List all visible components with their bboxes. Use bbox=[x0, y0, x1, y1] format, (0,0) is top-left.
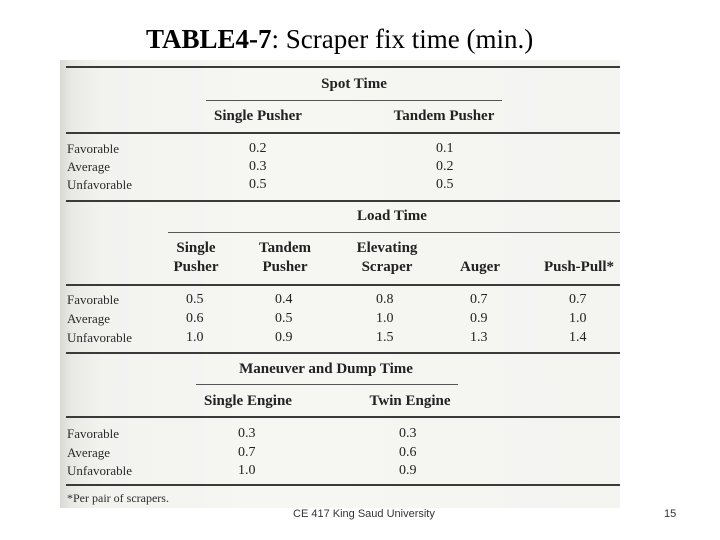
maneuver-row-label: Favorable bbox=[67, 426, 119, 441]
load-cell: 1.0 bbox=[569, 311, 587, 326]
load-col-line2: Pusher bbox=[262, 259, 308, 275]
spot-row-label: Unfavorable bbox=[67, 177, 132, 192]
maneuver-cell: 0.9 bbox=[399, 463, 417, 478]
spot-cell: 0.1 bbox=[436, 141, 454, 156]
slide-title bbox=[146, 24, 533, 55]
scanned-table bbox=[60, 60, 620, 508]
load-cell: 0.6 bbox=[186, 311, 204, 326]
load-cell: 0.7 bbox=[569, 292, 587, 307]
maneuver-cell: 1.0 bbox=[238, 463, 256, 478]
load-cell: 1.5 bbox=[376, 330, 394, 345]
load-time-heading: Load Time bbox=[357, 208, 427, 224]
load-col-line1: Tandem bbox=[259, 240, 311, 256]
load-cell: 0.9 bbox=[275, 330, 293, 345]
load-cell: 1.3 bbox=[470, 330, 488, 345]
maneuver-heading: Maneuver and Dump Time bbox=[239, 361, 413, 377]
load-columns-rule bbox=[66, 284, 620, 286]
load-row-label: Average bbox=[67, 311, 111, 326]
load-cell: 0.5 bbox=[275, 311, 293, 326]
spot-col-tandem-pusher: Tandem Pusher bbox=[393, 108, 495, 124]
maneuver-row-label: Average bbox=[67, 445, 111, 460]
maneuver-columns-rule bbox=[66, 416, 620, 418]
spot-cell: 0.2 bbox=[436, 159, 454, 174]
maneuver-row-label: Unfavorable bbox=[67, 463, 132, 478]
load-col-line2: Scraper bbox=[361, 259, 413, 275]
maneuver-heading-rule bbox=[196, 384, 458, 385]
load-cell: 0.4 bbox=[275, 292, 293, 307]
load-col-line2: Auger bbox=[460, 259, 500, 275]
maneuver-col-twin-engine: Twin Engine bbox=[369, 393, 451, 409]
load-cell: 1.0 bbox=[186, 330, 204, 345]
table-caption: : Scraper fix time (min.) bbox=[271, 24, 534, 54]
load-col-line1: Elevating bbox=[356, 240, 418, 256]
load-bottom-rule bbox=[66, 352, 620, 354]
footnote: *Per pair of scrapers. bbox=[67, 491, 169, 505]
maneuver-cell: 0.7 bbox=[238, 445, 256, 460]
spot-heading-rule bbox=[206, 100, 502, 101]
maneuver-col-single-engine: Single Engine bbox=[204, 393, 292, 409]
maneuver-cell: 0.6 bbox=[399, 445, 417, 460]
spot-time-heading: Spot Time bbox=[321, 76, 387, 92]
load-row-label: Unfavorable bbox=[67, 330, 132, 345]
load-cell: 1.0 bbox=[376, 311, 394, 326]
spot-row-label: Favorable bbox=[67, 141, 119, 156]
maneuver-bottom-rule bbox=[66, 484, 620, 486]
load-cell: 0.7 bbox=[470, 292, 488, 307]
load-col-line1: Single bbox=[176, 240, 216, 256]
spot-cell: 0.2 bbox=[249, 141, 267, 156]
slide-footer: CE 417 King Saud University bbox=[293, 508, 435, 520]
load-heading-rule bbox=[168, 232, 620, 233]
load-row-label: Favorable bbox=[67, 292, 119, 307]
spot-row-label: Average bbox=[67, 159, 111, 174]
load-cell: 0.5 bbox=[186, 292, 204, 307]
spot-bottom-rule bbox=[66, 200, 620, 202]
load-col-line2: Push-Pull* bbox=[543, 259, 615, 275]
spot-cell: 0.5 bbox=[249, 177, 267, 192]
spot-col-single-pusher: Single Pusher bbox=[214, 108, 302, 124]
spot-cell: 0.3 bbox=[249, 159, 267, 174]
maneuver-cell: 0.3 bbox=[399, 426, 417, 441]
spot-cell: 0.5 bbox=[436, 177, 454, 192]
load-cell: 0.9 bbox=[470, 311, 488, 326]
load-cell: 1.4 bbox=[569, 330, 587, 345]
page-number: 15 bbox=[664, 508, 677, 520]
load-cell: 0.8 bbox=[376, 292, 394, 307]
load-col-line2: Pusher bbox=[173, 259, 219, 275]
spot-columns-rule bbox=[66, 132, 620, 134]
maneuver-cell: 0.3 bbox=[238, 426, 256, 441]
table-number: TABLE4-7 bbox=[146, 24, 272, 54]
table-top-rule bbox=[66, 66, 620, 68]
